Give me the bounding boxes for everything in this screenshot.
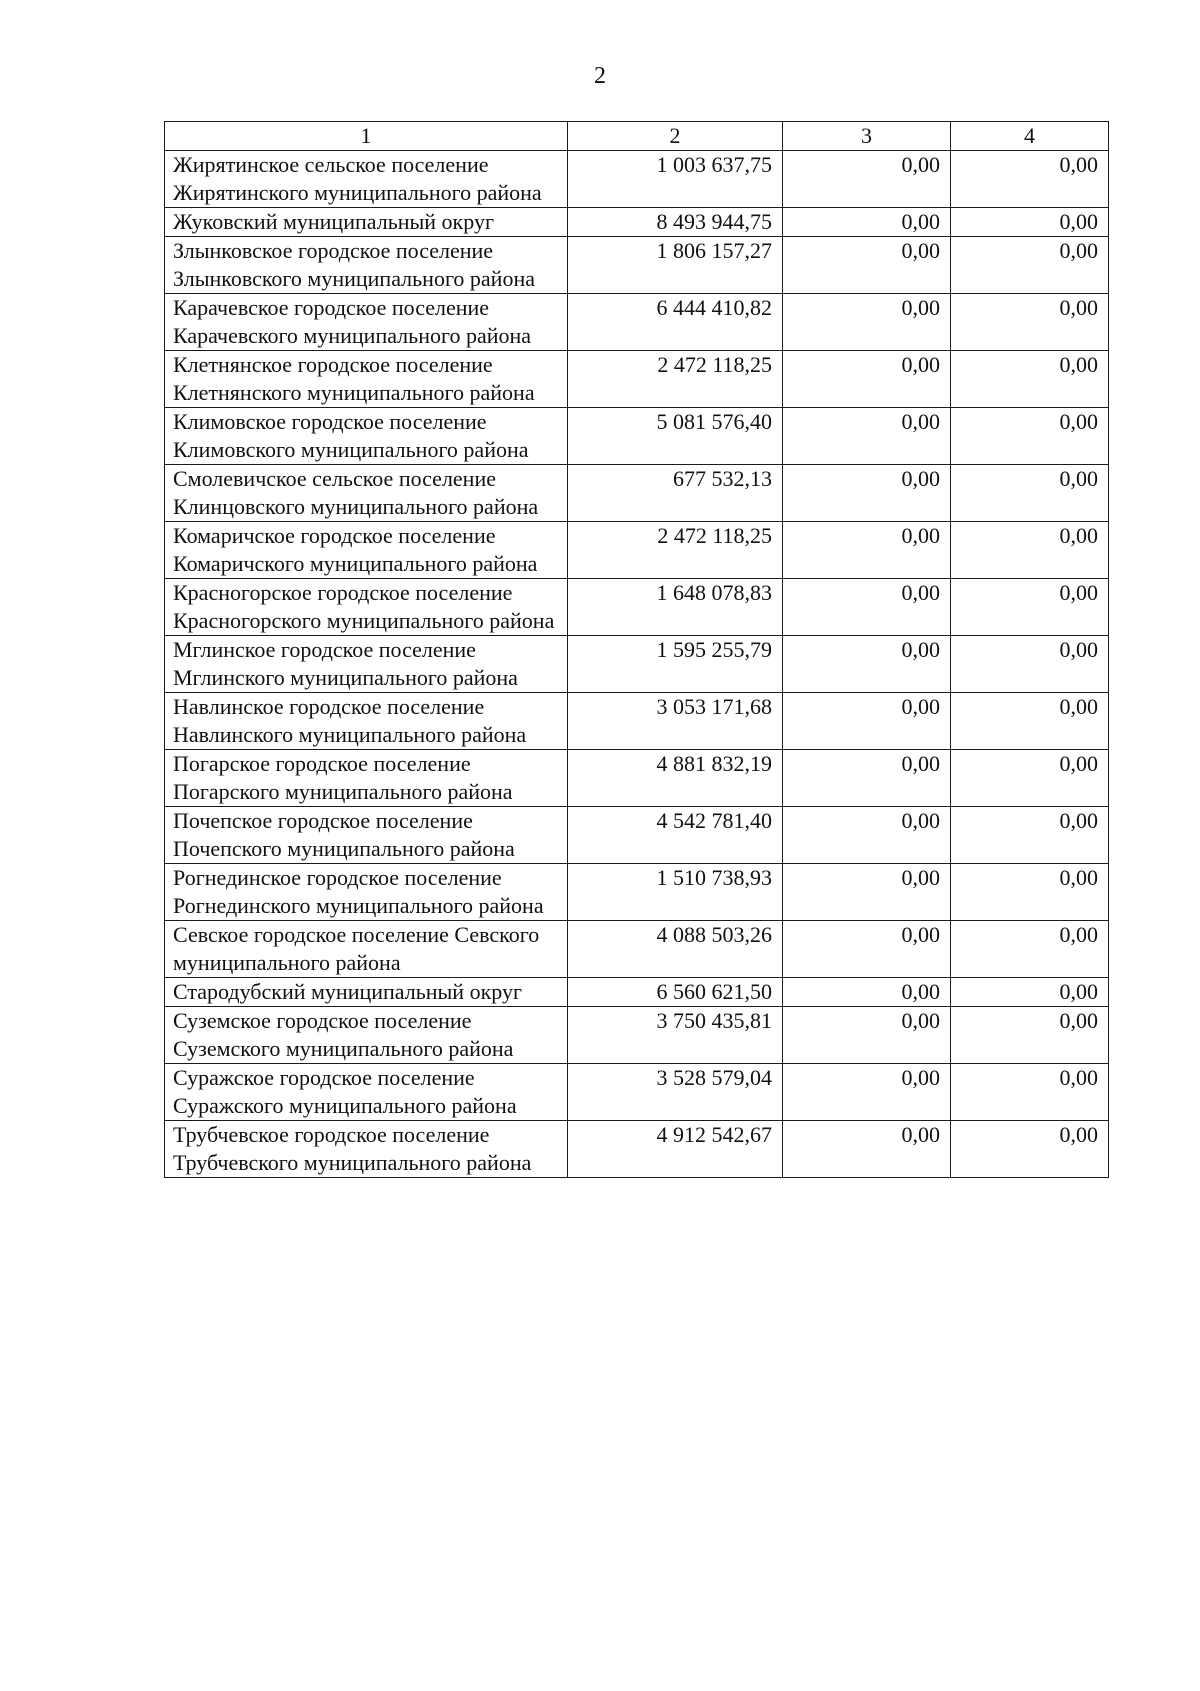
column-3-value-cell: 0,00 [783,294,951,351]
column-3-value-cell: 0,00 [783,237,951,294]
column-3-value-cell: 0,00 [783,408,951,465]
table-row [165,978,1109,1007]
table-row [165,636,1109,693]
column-3-value-cell: 0,00 [783,636,951,693]
amount-cell: 1 648 078,83 [568,579,783,636]
municipality-name-cell: Трубчевское городское поселение Трубчевского муниципального района [165,1121,568,1178]
column-3-value-cell: 0,00 [783,1007,951,1064]
column-3-value-cell: 0,00 [783,807,951,864]
municipality-name-cell: Суземское городское поселение Суземского муниципального района [165,1007,568,1064]
column-3-value-cell: 0,00 [783,351,951,408]
column-4-value-cell: 0,00 [951,522,1109,579]
column-header-2: 2 [568,122,783,151]
table-row [165,208,1109,237]
column-3-value-cell: 0,00 [783,693,951,750]
amount-cell: 6 560 621,50 [568,978,783,1007]
amount-cell: 2 472 118,25 [568,351,783,408]
column-4-value-cell: 0,00 [951,978,1109,1007]
table-row [165,750,1109,807]
column-3-value-cell: 0,00 [783,522,951,579]
table-row [165,921,1109,978]
table-row [165,351,1109,408]
page-number: 2 [594,63,606,89]
column-4-value-cell: 0,00 [951,636,1109,693]
column-4-value-cell: 0,00 [951,408,1109,465]
amount-cell: 4 912 542,67 [568,1121,783,1178]
municipality-name-cell: Погарское городское поселение Погарского муниципального района [165,750,568,807]
municipality-name-cell: Смолевичское сельское поселение Клинцовского муниципального района [165,465,568,522]
column-3-value-cell: 0,00 [783,978,951,1007]
column-4-value-cell: 0,00 [951,1121,1109,1178]
table-row [165,1064,1109,1121]
amount-cell: 3 528 579,04 [568,1064,783,1121]
municipality-name-cell: Жирятинское сельское поселение Жирятинского муниципального района [165,151,568,208]
amount-cell: 1 806 157,27 [568,237,783,294]
amount-cell: 1 003 637,75 [568,151,783,208]
table-row [165,465,1109,522]
table-row [165,294,1109,351]
column-3-value-cell: 0,00 [783,750,951,807]
column-4-value-cell: 0,00 [951,1007,1109,1064]
amount-cell: 4 088 503,26 [568,921,783,978]
table-row [165,693,1109,750]
column-3-value-cell: 0,00 [783,1121,951,1178]
data-table [164,121,1109,1178]
column-4-value-cell: 0,00 [951,351,1109,408]
column-3-value-cell: 0,00 [783,1064,951,1121]
amount-cell: 4 542 781,40 [568,807,783,864]
column-header-4: 4 [951,122,1109,151]
column-3-value-cell: 0,00 [783,579,951,636]
header-row [165,122,1109,151]
table-row [165,522,1109,579]
table-row [165,807,1109,864]
table-row [165,1121,1109,1178]
municipality-name-cell: Почепское городское поселение Почепского муниципального района [165,807,568,864]
table-row [165,864,1109,921]
column-4-value-cell: 0,00 [951,237,1109,294]
column-3-value-cell: 0,00 [783,465,951,522]
amount-cell: 4 881 832,19 [568,750,783,807]
column-4-value-cell: 0,00 [951,693,1109,750]
amount-cell: 8 493 944,75 [568,208,783,237]
amount-cell: 2 472 118,25 [568,522,783,579]
table-row [165,579,1109,636]
table-row [165,1007,1109,1064]
municipality-name-cell: Навлинское городское поселение Навлинского муниципального района [165,693,568,750]
column-4-value-cell: 0,00 [951,807,1109,864]
column-4-value-cell: 0,00 [951,864,1109,921]
amount-cell: 5 081 576,40 [568,408,783,465]
municipality-name-cell: Климовское городское поселение Климовского муниципального района [165,408,568,465]
municipality-name-cell: Рогнединское городское поселение Рогнединского муниципального района [165,864,568,921]
column-4-value-cell: 0,00 [951,294,1109,351]
amount-cell: 3 750 435,81 [568,1007,783,1064]
amount-cell: 6 444 410,82 [568,294,783,351]
municipality-name-cell: Мглинское городское поселение Мглинского муниципального района [165,636,568,693]
column-4-value-cell: 0,00 [951,465,1109,522]
amount-cell: 1 595 255,79 [568,636,783,693]
municipality-name-cell: Суражское городское поселение Суражского муниципального района [165,1064,568,1121]
column-3-value-cell: 0,00 [783,864,951,921]
municipality-name-cell: Злынковское городское поселение Злынковского муниципального района [165,237,568,294]
column-header-3: 3 [783,122,951,151]
amount-cell: 677 532,13 [568,465,783,522]
municipality-name-cell: Клетнянское городское поселение Клетнянского муниципального района [165,351,568,408]
municipality-name-cell: Комаричское городское поселение Комаричского муниципального района [165,522,568,579]
municipality-name-cell: Стародубский муниципальный округ [165,978,568,1007]
table-row [165,408,1109,465]
column-3-value-cell: 0,00 [783,151,951,208]
column-header-1: 1 [165,122,568,151]
column-4-value-cell: 0,00 [951,208,1109,237]
municipality-name-cell: Карачевское городское поселение Карачевского муниципального района [165,294,568,351]
municipality-name-cell: Красногорское городское поселение Красногорского муниципального района [165,579,568,636]
amount-cell: 3 053 171,68 [568,693,783,750]
column-4-value-cell: 0,00 [951,750,1109,807]
amount-cell: 1 510 738,93 [568,864,783,921]
table-header [165,122,1109,151]
column-4-value-cell: 0,00 [951,151,1109,208]
municipality-name-cell: Севское городское поселение Севского муниципального района [165,921,568,978]
table-row [165,151,1109,208]
municipality-name-cell: Жуковский муниципальный округ [165,208,568,237]
column-4-value-cell: 0,00 [951,1064,1109,1121]
table-row [165,237,1109,294]
column-3-value-cell: 0,00 [783,921,951,978]
table-body [165,151,1109,1178]
column-4-value-cell: 0,00 [951,921,1109,978]
column-3-value-cell: 0,00 [783,208,951,237]
column-4-value-cell: 0,00 [951,579,1109,636]
